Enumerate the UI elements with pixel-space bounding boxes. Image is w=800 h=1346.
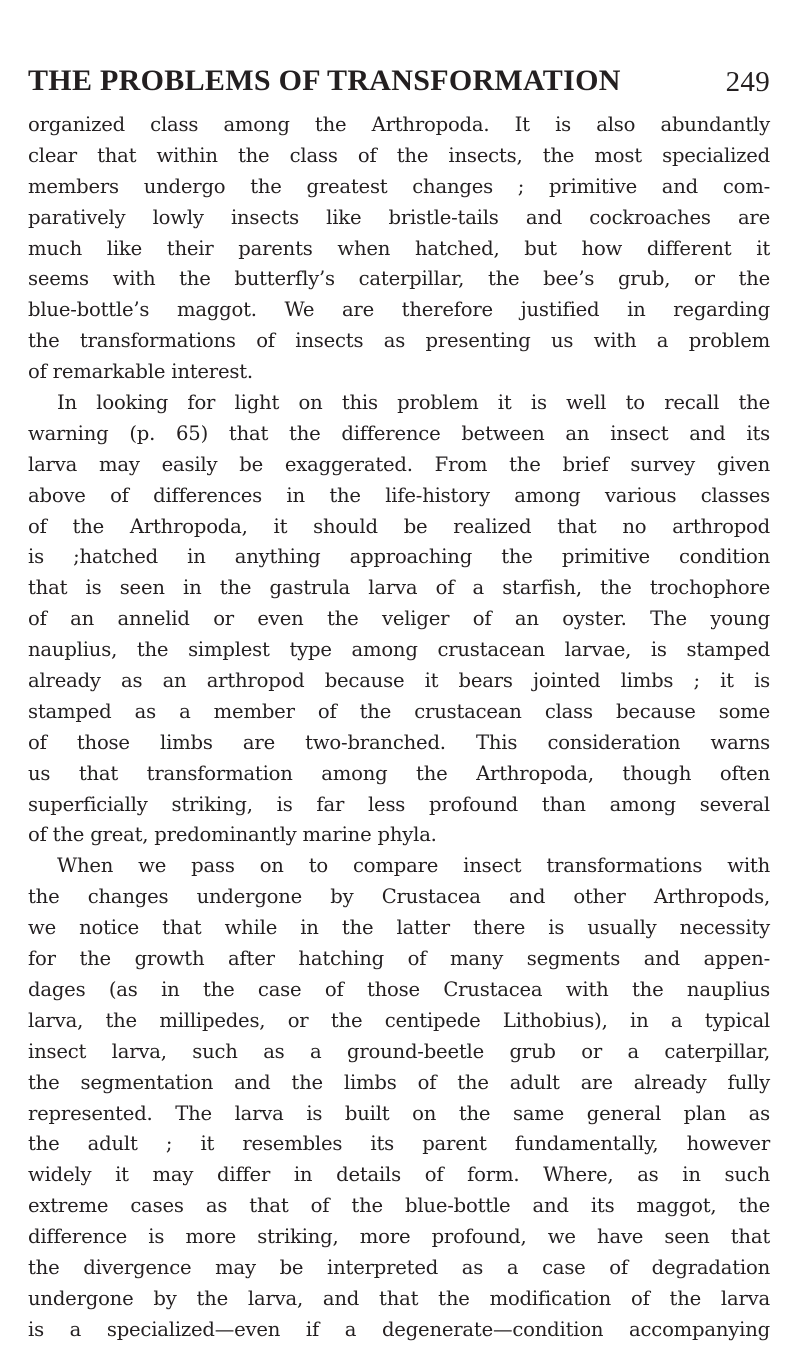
paragraph-first-line: In looking for light on this problem it is well to recall the — [57, 391, 770, 415]
text-line: members undergo the greatest changes ; primitive and com- — [28, 174, 770, 198]
text-line: clear that within the class of the insects, the most specialized — [28, 143, 770, 167]
text-line: the divergence may be interpreted as a case of degradation — [28, 1255, 770, 1279]
text-line: blue-bottle’s maggot. We are therefore justified in regarding — [28, 298, 770, 322]
text-line: paratively lowly insects like bristle-tails and cockroaches are — [28, 205, 770, 229]
text-line: us that transformation among the Arthropoda, though often — [28, 761, 770, 785]
text-line: insect larva, such as a ground-beetle grub or a caterpillar, — [28, 1039, 770, 1063]
text-line: dages (as in the case of those Crustacea with the nauplius — [28, 977, 770, 1001]
text-line: of those limbs are two-branched. This consideration warns — [28, 730, 770, 754]
text-line: the transformations of insects as presenting us with a problem — [28, 329, 770, 353]
text-line: much like their parents when hatched, but how different it — [28, 236, 770, 260]
text-line: of remarkable interest. — [28, 360, 253, 384]
text-line: above of differences in the life-history among various classes — [28, 483, 770, 507]
text-line: the adult ; it resembles its parent fundamentally, however — [28, 1132, 770, 1156]
text-line: larva, the millipedes, or the centipede Lithobius), in a typical — [28, 1008, 770, 1032]
text-line: extreme cases as that of the blue-bottle and its maggot, the — [28, 1194, 770, 1218]
text-line: that is seen in the gastrula larva of a starfish, the trochophore — [28, 576, 770, 600]
text-line: difference is more striking, more profound, we have seen that — [28, 1225, 770, 1249]
text-line: for the growth after hatching of many segments and appen- — [28, 947, 770, 971]
text-line: the segmentation and the limbs of the adult are already fully — [28, 1070, 770, 1094]
chapter-title: THE PROBLEMS OF TRANSFORMATION — [28, 64, 621, 97]
paragraph-first-line: When we pass on to compare insect transformations with — [57, 854, 770, 878]
running-head — [28, 64, 770, 104]
page-number: 249 — [725, 66, 770, 98]
text-line: we notice that while in the latter there is usually necessity — [28, 916, 770, 940]
body-text — [28, 110, 770, 1346]
text-line: widely it may differ in details of form. Where, as in such — [28, 1163, 770, 1187]
text-line: warning (p. 65) that the difference between an insect and its — [28, 421, 770, 445]
text-line: undergone by the larva, and that the modification of the larva — [28, 1286, 770, 1310]
text-line: the changes undergone by Crustacea and other Arthropods, — [28, 885, 770, 909]
text-line: of an annelid or even the veliger of an oyster. The young — [28, 607, 770, 631]
text-line: represented. The larva is built on the same general plan as — [28, 1101, 770, 1125]
text-line: superficially striking, is far less profound than among several — [28, 792, 770, 816]
text-line: is a specialized—even if a degenerate—condition accompanying — [28, 1317, 770, 1341]
text-line: larva may easily be exaggerated. From the brief survey given — [28, 452, 770, 476]
text-line: of the Arthropoda, it should be realized that no arthropod — [28, 514, 770, 538]
text-line: stamped as a member of the crustacean class because some — [28, 699, 770, 723]
text-line: of the great, predominantly marine phyla. — [28, 823, 437, 847]
text-line: nauplius, the simplest type among crustacean larvae, is stamped — [28, 638, 770, 662]
text-line: organized class among the Arthropoda. It is also abundantly — [28, 113, 770, 136]
text-line: is ;hatched in anything approaching the primitive condition — [28, 545, 770, 569]
text-line: seems with the butterfly’s caterpillar, the bee’s grub, or the — [28, 267, 770, 291]
text-line: already as an arthropod because it bears jointed limbs ; it is — [28, 669, 770, 693]
